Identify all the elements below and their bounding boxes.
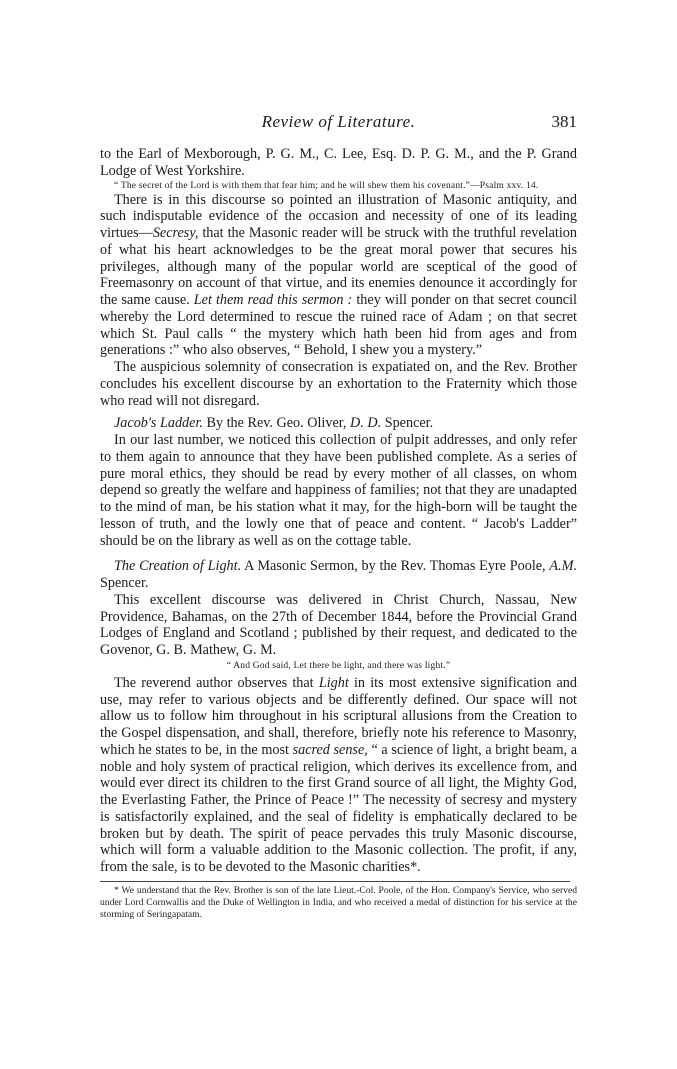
scripture-motto: “ The secret of the Lord is with them that fear him; and he will shew them his covenant.”—Psalm xxv. 14. [114, 180, 539, 191]
review-heading-jacobs-ladder [100, 415, 577, 432]
paragraph-text: they will ponder on that secret council whereby the Lord determined to rescue the ruined race of Adam ; on that secret which St. Paul calls “ the mystery which hath been hid from ages and from generations :” who also observes, “ Behold, I shew you a mystery.” [100, 292, 577, 359]
degree: D. D. [350, 415, 382, 432]
review-paragraph: In our last number, we noticed this collection of pulpit addresses, and only refer to them again to announce that they have been published complete. As a series of pure moral ethics, they should be read by every mother of all classes, on whom depend so greatly the welfare and happiness of families; not that they are unadapted to the mind of man, be his station what it may, for the high-born will be taught the lesson of truth, and the lowly one that of peace and content. “ Jacob's Ladder” should be on the library as well as on the cottage table. [100, 432, 577, 549]
review-intro: to the Earl of Mexborough, P. G. M., C. Lee, Esq. D. P. G. M., and the P. Grand Lodge of West Yorkshire. [100, 146, 577, 179]
emphasis-sacred-sense: sacred sense, [292, 741, 368, 758]
review-paragraph: The auspicious solemnity of consecration is expatiated on, and the Rev. Brother concludes his excellent discourse by an exhortation to the Fraternity which those who read will not disregard. [100, 359, 577, 409]
scripture-motto: “ And God said, Let there be light, and there was light.” [226, 660, 451, 671]
byline: By the Rev. Geo. Oliver, [202, 415, 351, 432]
paragraph-text: There is in this discourse so pointed an illustration of Masonic antiquity, and such indisputable evidence of the occasion and necessity of one of its leading virtues— [100, 191, 577, 241]
review-paragraph: This excellent discourse was delivered in Christ Church, Nassau, New Providence, Bahamas, on the 27th of December 1844, before the Provincial Grand Lodges of England and Scotland ; published by their request, and dedicated to the Govenor, G. B. Mathew, G. M. [100, 591, 577, 658]
paragraph-text: that the Masonic reader will be struck with the truthful revelation of what his heart acknowledges to be the great moral power that secures his privileges, although many of the popular world are sceptical of the good of Freemasonry on account of that virtue, and its enemies denounce it accordingly for the same cause. [100, 225, 577, 308]
running-title: Review of Literature. [261, 112, 416, 131]
review-paragraph [100, 192, 577, 360]
publisher: Spencer. [100, 575, 149, 591]
byline: A Masonic Sermon, by the Rev. Thomas Eyre Poole, [241, 558, 550, 575]
book-title: The Creation of Light. [114, 558, 242, 575]
review-heading-creation-of-light [100, 558, 577, 592]
paragraph-text: The reverend author observes that [114, 674, 319, 691]
publisher: Spencer. [381, 415, 434, 432]
page-number: 381 [551, 112, 577, 131]
paragraph-text: “ a science of light, a bright beam, a noble and holy system of practical religion, which derives its excellence from, and would ever direct its children to the first Grand source of all light, the Mighty God, the Everlasting Father, the Prince of Peace !” The necessity of secresy and mystery is satisfactorily explained, and the seal of fidelity is emphatically declared to be broken but by death. The spirit of peace pervades this truly Masonic discourse, which will form a valuable addition to the Masonic collection. The profit, if any, from the sale, is to be devoted to the Masonic charities*. [100, 741, 577, 875]
emphasis-read-sermon: Let them read this sermon : [193, 292, 353, 308]
paragraph-text: in its most extensive signification and use, may refer to various objects and be differently defined. Our space will not allow us to follow him throughout in his scriptural allusions from the Creation to the Gospel dispensation, and shall, therefore, briefly note his reference to Masonry, which he states to be, in the most [100, 674, 577, 758]
emphasis-light: Light [318, 674, 349, 691]
page-body [100, 146, 577, 921]
emphasis-secresy: Secresy, [152, 225, 199, 241]
degree: A.M. [549, 558, 577, 575]
footnote: * We understand that the Rev. Brother is son of the late Lieut.-Col. Poole, of the Hon. Company's Service, who served under Lord Cornwallis and the Duke of Wellington in India, and who received a medal of distinction for his service at the storming of Seringapatam. [100, 884, 577, 920]
footnote-rule [100, 881, 570, 882]
review-paragraph [100, 675, 577, 876]
page-header [100, 112, 577, 134]
book-title: Jacob's Ladder. [114, 415, 203, 432]
